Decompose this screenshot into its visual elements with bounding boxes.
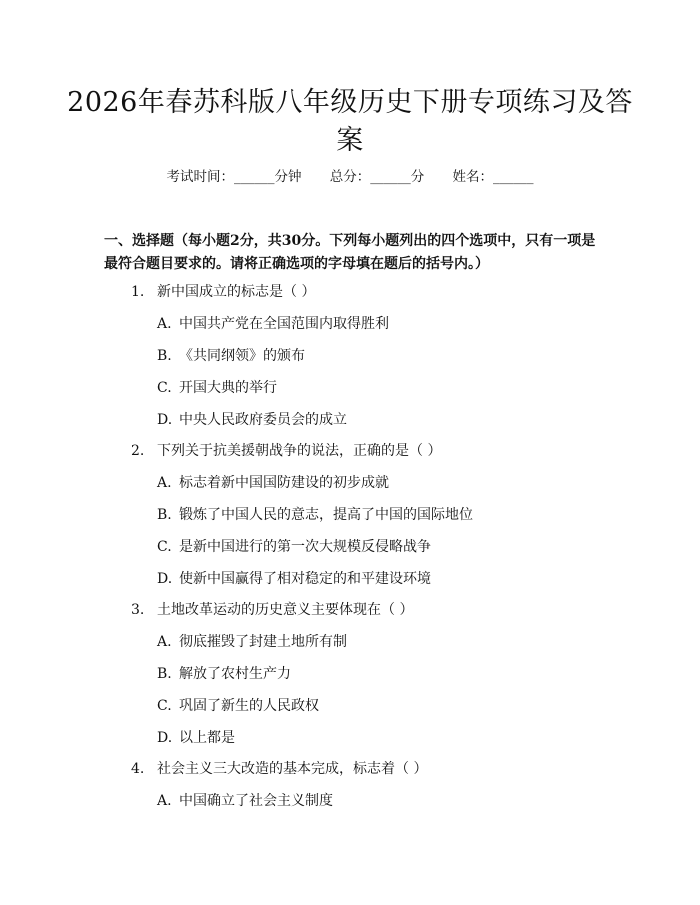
question-1-option-d xyxy=(157,410,347,430)
option-text: 标志着新中国国防建设的初步成就 xyxy=(179,475,389,491)
option-letter: A. xyxy=(157,316,172,332)
question-3-option-a xyxy=(157,632,347,652)
question-1-option-a xyxy=(157,314,389,334)
question-text: 新中国成立的标志是（ ） xyxy=(157,284,316,300)
question-2-option-b xyxy=(157,505,473,525)
question-text: 土地改革运动的历史意义主要体现在（ ） xyxy=(157,602,414,618)
option-letter: D. xyxy=(157,571,173,587)
question-1-option-c xyxy=(157,378,277,398)
question-text: 下列关于抗美援朝战争的说法，正确的是（ ） xyxy=(157,443,442,459)
question-3-option-b xyxy=(157,664,291,684)
total-score-field: 总分：______分 xyxy=(329,169,425,185)
question-3-option-c xyxy=(157,696,319,716)
option-letter: D. xyxy=(157,730,173,746)
option-text: 《共同纲领》的颁布 xyxy=(179,348,305,364)
option-text: 巩固了新生的人民政权 xyxy=(179,698,319,714)
option-letter: C. xyxy=(157,698,172,714)
option-text: 中国确立了社会主义制度 xyxy=(179,793,333,809)
question-3 xyxy=(131,600,413,620)
option-text: 中央人民政府委员会的成立 xyxy=(179,412,347,428)
option-text: 使新中国赢得了相对稳定的和平建设环境 xyxy=(179,571,431,587)
question-number: 2. xyxy=(131,443,145,459)
question-2-option-c xyxy=(157,537,431,557)
exam-time-field: 考试时间：______分钟 xyxy=(166,169,302,185)
option-letter: A. xyxy=(157,475,172,491)
option-text: 以上都是 xyxy=(179,730,235,746)
option-letter: B. xyxy=(157,507,172,523)
page-title: 2026年春苏科版八年级历史下册专项练习及答案 xyxy=(67,87,633,156)
option-letter: A. xyxy=(157,793,172,809)
question-number: 1. xyxy=(131,284,145,300)
name-field: 姓名：______ xyxy=(452,169,534,185)
option-text: 解放了农村生产力 xyxy=(179,666,291,682)
option-text: 彻底摧毁了封建土地所有制 xyxy=(179,634,347,650)
option-text: 开国大典的举行 xyxy=(179,380,277,396)
question-1-option-b xyxy=(157,346,305,366)
question-text: 社会主义三大改造的基本完成，标志着（ ） xyxy=(157,761,428,777)
question-number: 3. xyxy=(131,602,145,618)
question-number: 4. xyxy=(131,761,145,777)
option-text: 中国共产党在全国范围内取得胜利 xyxy=(179,316,389,332)
exam-info-line xyxy=(0,167,700,187)
option-letter: C. xyxy=(157,539,172,555)
question-2-option-d xyxy=(157,569,431,589)
question-1 xyxy=(131,282,315,302)
question-4 xyxy=(131,759,427,779)
option-letter: D. xyxy=(157,412,173,428)
section-heading: 一、选择题（每小题2分，共30分。下列每小题列出的四个选项中，只有一项是最符合题目要求的。请将正确选项的字母填在题后的括号内。） xyxy=(104,233,596,272)
question-4-option-a xyxy=(157,791,333,811)
question-3-option-d xyxy=(157,728,235,748)
question-2 xyxy=(131,441,441,461)
option-letter: A. xyxy=(157,634,172,650)
option-letter: C. xyxy=(157,380,172,396)
option-text: 是新中国进行的第一次大规模反侵略战争 xyxy=(179,539,431,555)
option-letter: B. xyxy=(157,666,172,682)
option-letter: B. xyxy=(157,348,172,364)
question-2-option-a xyxy=(157,473,389,493)
option-text: 锻炼了中国人民的意志，提高了中国的国际地位 xyxy=(179,507,473,523)
